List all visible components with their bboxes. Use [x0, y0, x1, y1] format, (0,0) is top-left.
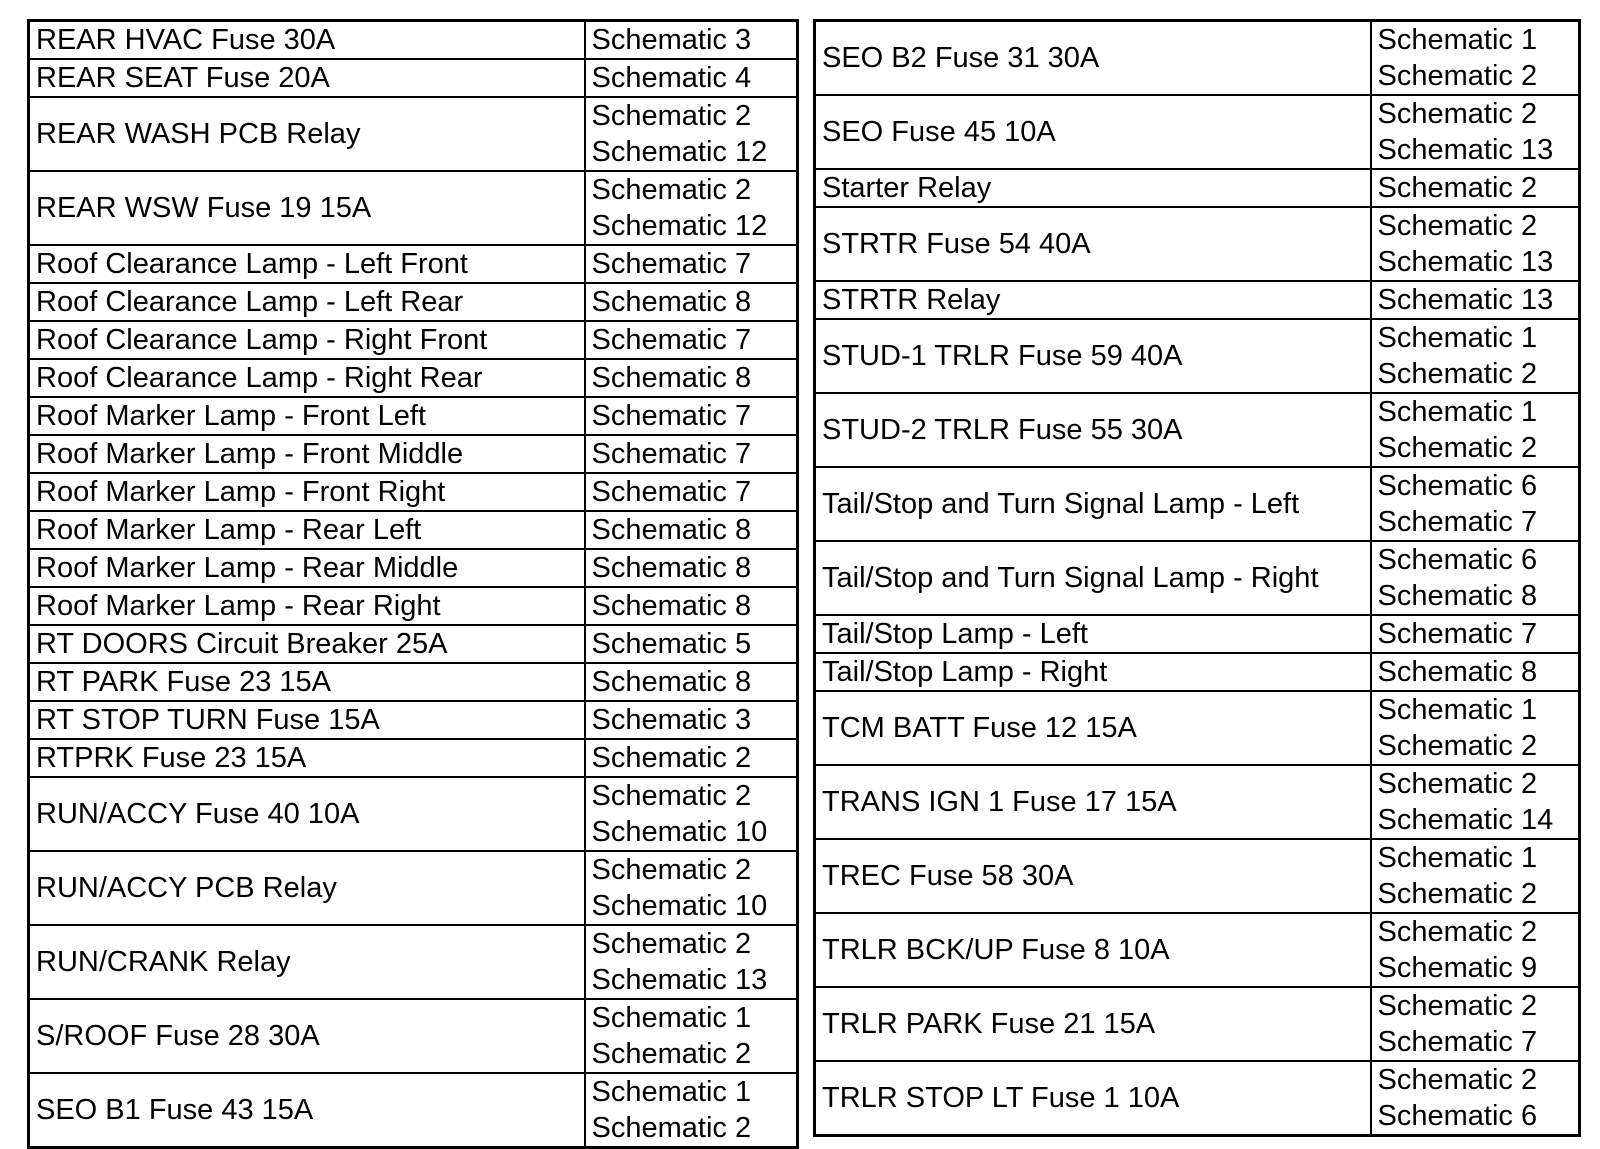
component-name-cell: TRLR STOP LT Fuse 1 10A — [815, 1061, 1371, 1136]
table-row — [29, 739, 798, 777]
schematic-ref-cell — [585, 435, 798, 473]
table-row — [29, 397, 798, 435]
schematic-ref: Schematic 12 — [591, 210, 768, 242]
component-name-cell: RUN/CRANK Relay — [29, 925, 585, 999]
component-name-cell: Tail/Stop Lamp - Left — [815, 615, 1371, 653]
schematic-ref: Schematic 8 — [591, 666, 752, 698]
schematic-ref: Schematic 10 — [591, 890, 768, 922]
table-row — [815, 467, 1580, 541]
table-row — [815, 839, 1580, 913]
table-row — [815, 1061, 1580, 1136]
schematic-ref: Schematic 1 — [1377, 842, 1538, 874]
component-name-cell: Roof Clearance Lamp - Left Rear — [29, 283, 585, 321]
component-name-cell: REAR WASH PCB Relay — [29, 97, 585, 171]
schematic-ref-cell — [585, 59, 798, 97]
table-row — [29, 701, 798, 739]
table-row — [29, 851, 798, 925]
schematic-ref-cell — [585, 171, 798, 245]
schematic-ref: Schematic 8 — [1377, 656, 1538, 688]
schematic-ref-cell — [585, 97, 798, 171]
schematic-ref: Schematic 1 — [591, 1076, 752, 1108]
schematic-ref: Schematic 8 — [591, 362, 752, 394]
schematic-ref-cell — [585, 359, 798, 397]
schematic-ref: Schematic 7 — [591, 438, 752, 470]
schematic-ref: Schematic 7 — [1377, 1026, 1538, 1058]
schematic-ref: Schematic 4 — [591, 62, 752, 94]
component-name-cell: Tail/Stop and Turn Signal Lamp - Left — [815, 467, 1371, 541]
schematic-ref-cell — [585, 663, 798, 701]
schematic-ref-cell — [1371, 615, 1580, 653]
schematic-ref: Schematic 1 — [1377, 396, 1538, 428]
table-row — [29, 21, 798, 60]
schematic-ref-cell — [1371, 467, 1580, 541]
schematic-ref-cell — [585, 701, 798, 739]
schematic-ref: Schematic 3 — [591, 704, 752, 736]
schematic-ref: Schematic 2 — [591, 100, 752, 132]
table-row — [815, 691, 1580, 765]
schematic-ref-cell — [1371, 765, 1580, 839]
schematic-ref-cell — [585, 739, 798, 777]
schematic-ref: Schematic 6 — [1377, 544, 1538, 576]
component-name-cell: RT PARK Fuse 23 15A — [29, 663, 585, 701]
component-name-cell: Tail/Stop Lamp - Right — [815, 653, 1371, 691]
schematic-ref: Schematic 2 — [1377, 916, 1538, 948]
component-name-cell: TRANS IGN 1 Fuse 17 15A — [815, 765, 1371, 839]
schematic-ref: Schematic 8 — [591, 286, 752, 318]
left-table-body — [29, 21, 798, 1148]
schematic-ref: Schematic 6 — [1377, 470, 1538, 502]
schematic-ref: Schematic 2 — [1377, 98, 1538, 130]
schematic-ref-cell — [1371, 207, 1580, 281]
schematic-ref-cell — [1371, 21, 1580, 96]
schematic-ref: Schematic 2 — [591, 780, 752, 812]
schematic-ref: Schematic 2 — [591, 174, 752, 206]
component-name-cell: STRTR Fuse 54 40A — [815, 207, 1371, 281]
schematic-ref-cell — [585, 283, 798, 321]
right-table-body — [815, 21, 1580, 1136]
component-name-cell: REAR WSW Fuse 19 15A — [29, 171, 585, 245]
schematic-ref: Schematic 8 — [591, 552, 752, 584]
schematic-ref-cell — [585, 1073, 798, 1148]
schematic-ref-cell — [585, 999, 798, 1073]
schematic-ref: Schematic 7 — [591, 400, 752, 432]
schematic-ref: Schematic 7 — [591, 476, 752, 508]
schematic-ref: Schematic 1 — [591, 1002, 752, 1034]
schematic-ref-cell — [585, 21, 798, 60]
schematic-ref: Schematic 2 — [591, 742, 752, 774]
component-name-cell: Roof Marker Lamp - Front Middle — [29, 435, 585, 473]
schematic-ref-cell — [1371, 839, 1580, 913]
schematic-ref-cell — [585, 511, 798, 549]
schematic-ref-cell — [585, 473, 798, 511]
table-row — [29, 473, 798, 511]
table-row — [29, 245, 798, 283]
table-row — [29, 59, 798, 97]
table-row — [29, 97, 798, 171]
schematic-ref-cell — [1371, 319, 1580, 393]
component-name-cell: STUD-2 TRLR Fuse 55 30A — [815, 393, 1371, 467]
component-name-cell: RUN/ACCY PCB Relay — [29, 851, 585, 925]
table-row — [29, 663, 798, 701]
schematic-ref: Schematic 13 — [1377, 134, 1554, 166]
schematic-ref: Schematic 2 — [1377, 730, 1538, 762]
component-name-cell: Roof Marker Lamp - Rear Left — [29, 511, 585, 549]
schematic-ref-cell — [585, 851, 798, 925]
schematic-ref-cell — [585, 321, 798, 359]
table-row — [29, 999, 798, 1073]
right-index-table — [813, 19, 1581, 1137]
component-name-cell: SEO B2 Fuse 31 30A — [815, 21, 1371, 96]
schematic-ref: Schematic 1 — [1377, 24, 1538, 56]
schematic-ref-cell — [585, 587, 798, 625]
component-name-cell: REAR HVAC Fuse 30A — [29, 21, 585, 60]
component-name-cell: SEO Fuse 45 10A — [815, 95, 1371, 169]
schematic-ref: Schematic 12 — [591, 136, 768, 168]
schematic-ref: Schematic 1 — [1377, 322, 1538, 354]
schematic-ref: Schematic 1 — [1377, 694, 1538, 726]
schematic-ref: Schematic 2 — [1377, 60, 1538, 92]
schematic-ref-cell — [1371, 95, 1580, 169]
table-row — [29, 587, 798, 625]
schematic-ref-cell — [1371, 1061, 1580, 1136]
schematic-ref: Schematic 2 — [1377, 210, 1538, 242]
schematic-ref: Schematic 7 — [591, 324, 752, 356]
component-name-cell: Roof Clearance Lamp - Right Front — [29, 321, 585, 359]
component-name-cell: Roof Clearance Lamp - Left Front — [29, 245, 585, 283]
component-name-cell: TRLR PARK Fuse 21 15A — [815, 987, 1371, 1061]
schematic-ref: Schematic 7 — [1377, 618, 1538, 650]
component-name-cell: TREC Fuse 58 30A — [815, 839, 1371, 913]
table-row — [815, 913, 1580, 987]
schematic-ref: Schematic 2 — [591, 1112, 752, 1144]
component-name-cell: SEO B1 Fuse 43 15A — [29, 1073, 585, 1148]
component-name-cell: Roof Marker Lamp - Front Right — [29, 473, 585, 511]
component-name-cell: STUD-1 TRLR Fuse 59 40A — [815, 319, 1371, 393]
schematic-ref-cell — [1371, 987, 1580, 1061]
schematic-ref-cell — [585, 245, 798, 283]
schematic-ref: Schematic 2 — [1377, 768, 1538, 800]
table-row — [29, 511, 798, 549]
component-name-cell: RT STOP TURN Fuse 15A — [29, 701, 585, 739]
schematic-ref: Schematic 13 — [1377, 246, 1554, 278]
schematic-ref: Schematic 10 — [591, 816, 768, 848]
schematic-ref: Schematic 2 — [1377, 1064, 1538, 1096]
component-name-cell: S/ROOF Fuse 28 30A — [29, 999, 585, 1073]
table-row — [29, 283, 798, 321]
table-row — [29, 321, 798, 359]
schematic-ref: Schematic 9 — [1377, 952, 1538, 984]
component-name-cell: Tail/Stop and Turn Signal Lamp - Right — [815, 541, 1371, 615]
table-row — [29, 625, 798, 663]
table-row — [815, 21, 1580, 96]
schematic-ref-cell — [585, 549, 798, 587]
component-name-cell: Starter Relay — [815, 169, 1371, 207]
schematic-ref: Schematic 2 — [591, 1038, 752, 1070]
schematic-ref-cell — [585, 777, 798, 851]
table-row — [815, 169, 1580, 207]
table-row — [29, 359, 798, 397]
schematic-ref-cell — [1371, 653, 1580, 691]
schematic-ref: Schematic 8 — [591, 590, 752, 622]
schematic-ref: Schematic 3 — [591, 24, 752, 56]
component-name-cell: REAR SEAT Fuse 20A — [29, 59, 585, 97]
schematic-ref: Schematic 2 — [1377, 990, 1538, 1022]
schematic-ref: Schematic 13 — [591, 964, 768, 996]
table-row — [815, 319, 1580, 393]
schematic-ref-cell — [585, 925, 798, 999]
schematic-ref: Schematic 2 — [1377, 878, 1538, 910]
component-name-cell: Roof Marker Lamp - Front Left — [29, 397, 585, 435]
schematic-ref: Schematic 8 — [1377, 580, 1538, 612]
schematic-ref: Schematic 2 — [1377, 432, 1538, 464]
table-row — [29, 435, 798, 473]
schematic-ref-cell — [585, 397, 798, 435]
table-row — [815, 393, 1580, 467]
schematic-ref: Schematic 2 — [1377, 172, 1538, 204]
component-name-cell: RT DOORS Circuit Breaker 25A — [29, 625, 585, 663]
schematic-ref: Schematic 2 — [591, 928, 752, 960]
schematic-ref: Schematic 14 — [1377, 804, 1554, 836]
component-name-cell: RUN/ACCY Fuse 40 10A — [29, 777, 585, 851]
table-row — [29, 171, 798, 245]
component-name-cell: STRTR Relay — [815, 281, 1371, 319]
schematic-ref-cell — [1371, 281, 1580, 319]
schematic-ref-cell — [585, 625, 798, 663]
table-row — [29, 549, 798, 587]
table-row — [29, 925, 798, 999]
schematic-ref-cell — [1371, 169, 1580, 207]
schematic-ref-cell — [1371, 913, 1580, 987]
component-name-cell: RTPRK Fuse 23 15A — [29, 739, 585, 777]
schematic-ref-cell — [1371, 691, 1580, 765]
schematic-ref: Schematic 5 — [591, 628, 752, 660]
schematic-ref-cell — [1371, 393, 1580, 467]
schematic-ref: Schematic 2 — [591, 854, 752, 886]
schematic-ref-cell — [1371, 541, 1580, 615]
schematic-ref: Schematic 6 — [1377, 1100, 1538, 1132]
table-row — [815, 207, 1580, 281]
table-row — [815, 987, 1580, 1061]
table-row — [815, 541, 1580, 615]
table-row — [29, 777, 798, 851]
component-name-cell: TRLR BCK/UP Fuse 8 10A — [815, 913, 1371, 987]
schematic-ref: Schematic 2 — [1377, 358, 1538, 390]
table-row — [815, 653, 1580, 691]
component-name-cell: TCM BATT Fuse 12 15A — [815, 691, 1371, 765]
schematic-ref: Schematic 7 — [1377, 506, 1538, 538]
table-row — [815, 765, 1580, 839]
component-name-cell: Roof Marker Lamp - Rear Right — [29, 587, 585, 625]
component-name-cell: Roof Clearance Lamp - Right Rear — [29, 359, 585, 397]
schematic-ref: Schematic 7 — [591, 248, 752, 280]
schematic-ref: Schematic 8 — [591, 514, 752, 546]
table-row — [815, 95, 1580, 169]
schematic-ref: Schematic 13 — [1377, 284, 1554, 316]
left-index-table — [27, 19, 799, 1149]
component-name-cell: Roof Marker Lamp - Rear Middle — [29, 549, 585, 587]
table-row — [815, 615, 1580, 653]
table-row — [29, 1073, 798, 1148]
table-row — [815, 281, 1580, 319]
